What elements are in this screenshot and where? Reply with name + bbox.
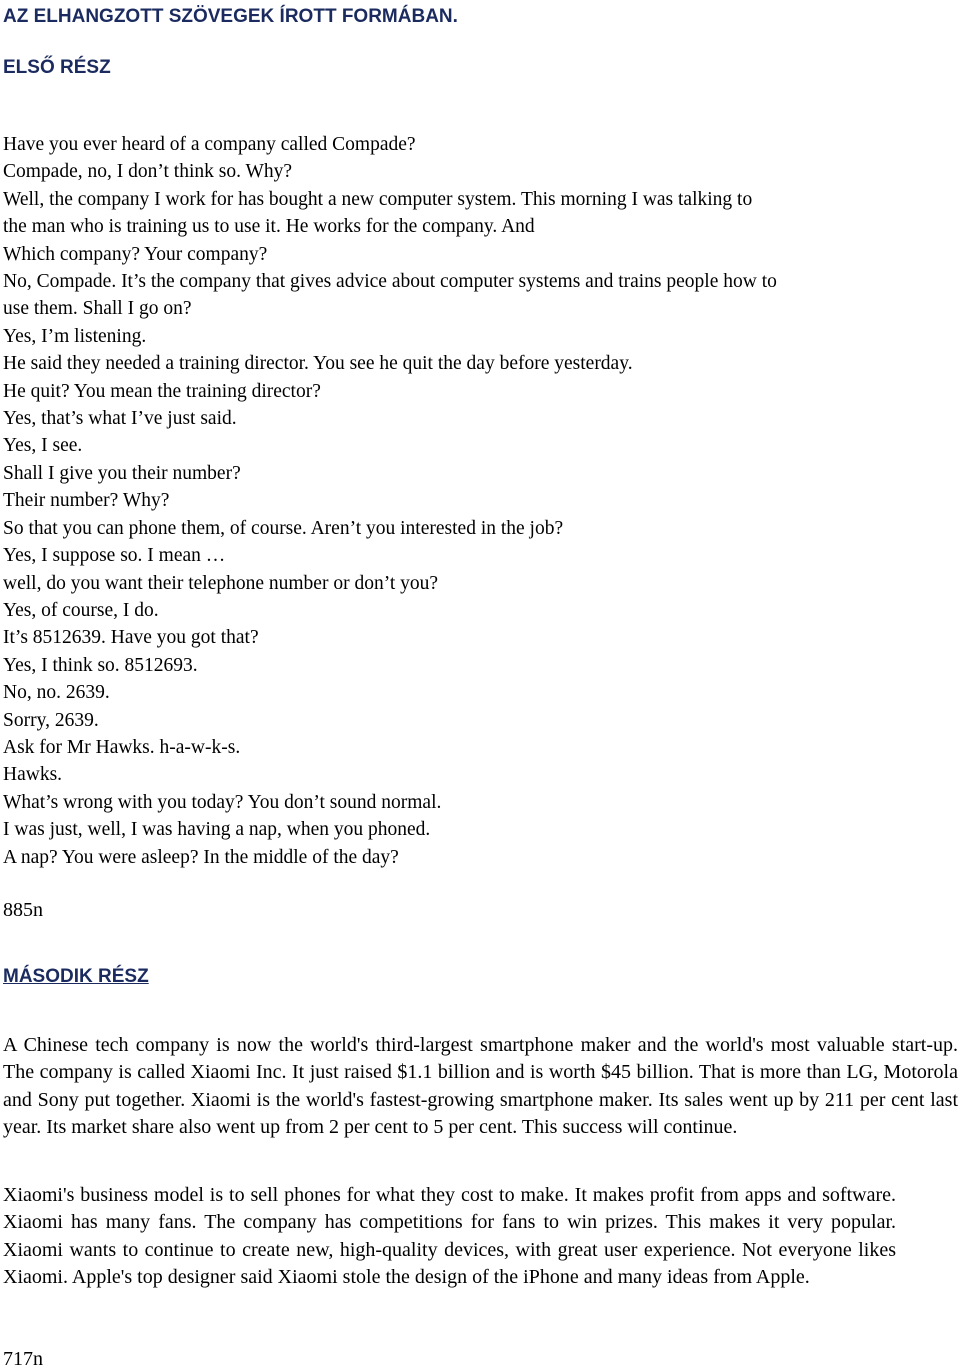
dialogue-line: It’s 8512639. Have you got that? — [3, 627, 259, 649]
dialogue-line: Yes, that’s what I’ve just said. — [3, 408, 237, 430]
dialogue-line: No, Compade. It’s the company that gives advice about computer systems and trains people how to — [3, 271, 777, 293]
dialogue-line: Have you ever heard of a company called Compade? — [3, 134, 416, 155]
dialogue-line: I was just, well, I was having a nap, when you phoned. — [3, 819, 431, 841]
dialogue-line: Sorry, 2639. — [3, 709, 99, 731]
dialogue-line: Their number? Why? — [3, 490, 170, 512]
dialogue-line: Compade, no, I don’t think so. Why? — [3, 161, 293, 183]
dialogue-line: Yes, I suppose so. I mean … — [3, 545, 226, 567]
part2-paragraph-1: A Chinese tech company is now the world's third-largest smartphone maker and the world's most valuable start-up. The company is called Xiaomi Inc. It just raised $1.1 billion and is worth $45 billion. That is more than LG, Motorola and Sony put together. Xiaomi is the world's fastest-growing smartphone maker. Its sales went up by 211 per cent last year. Its market share also went up from 2 per cent to 5 per cent. This success will continue. — [3, 1034, 958, 1138]
dialogue-line: Shall I give you their number? — [3, 462, 241, 484]
dialogue-line: Yes, of course, I do. — [3, 599, 159, 621]
dialogue-line: A nap? You were asleep? In the middle of the day? — [3, 846, 399, 868]
part1-code: 885n — [3, 899, 43, 921]
dialogue-line: So that you can phone them, of course. Aren’t you interested in the job? — [3, 517, 564, 539]
dialogue-line: use them. Shall I go on? — [3, 298, 192, 320]
part1-dialogue — [3, 131, 958, 871]
part2-paragraph-2: Xiaomi's business model is to sell phones for what they cost to make. It makes profit from apps and software. Xiaomi has many fans. The company has competitions for fans to win prizes. This makes it very popular. Xiaomi wants to continue to create new, high-quality devices, with great user experience. Not everyone likes Xiaomi. Apple's top designer said Xiaomi stole the design of the iPhone and many ideas from Apple. — [3, 1184, 896, 1288]
part2-heading: MÁSODIK RÉSZ — [3, 966, 149, 987]
dialogue-line: He said they needed a training director. You see he quit the day before yesterday. — [3, 353, 633, 375]
document-title: AZ ELHANGZOTT SZÖVEGEK ÍROTT FORMÁBAN. — [3, 6, 458, 27]
dialogue-line: Yes, I think so. 8512693. — [3, 654, 198, 676]
dialogue-line: He quit? You mean the training director? — [3, 380, 321, 402]
dialogue-line: Hawks. — [3, 764, 63, 786]
dialogue-line: No, no. 2639. — [3, 682, 110, 704]
dialogue-line: Yes, I’m listening. — [3, 325, 147, 347]
dialogue-line: the man who is training us to use it. He works for the company. And — [3, 216, 535, 238]
dialogue-line: well, do you want their telephone number or don’t you? — [3, 572, 439, 594]
dialogue-line: Which company? Your company? — [3, 243, 268, 265]
dialogue-line: Ask for Mr Hawks. h-a-w-k-s. — [3, 736, 241, 758]
dialogue-line: Well, the company I work for has bought a new computer system. This morning I was talking to — [3, 188, 753, 210]
dialogue-line: What’s wrong with you today? You don’t sound normal. — [3, 791, 442, 813]
part2-code: 717n — [3, 1348, 43, 1370]
dialogue-line: Yes, I see. — [3, 435, 83, 457]
part1-heading: ELSŐ RÉSZ — [3, 57, 111, 78]
